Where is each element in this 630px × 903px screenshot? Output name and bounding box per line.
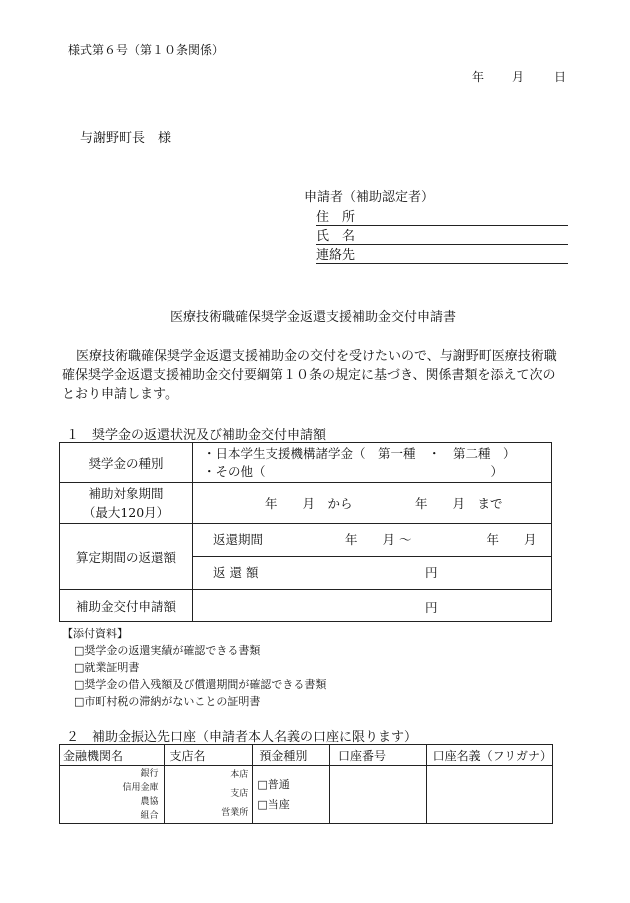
attachment-item-2[interactable]: □就業証明書 <box>74 661 140 674</box>
request-value-cell[interactable] <box>193 590 552 622</box>
type-label-cell <box>60 443 193 483</box>
period-label: 補助対象期間 <box>88 486 164 501</box>
body-line-1: 医療技術職確保奨学金返還支援補助金の交付を受けたいので、与謝野町医療技術職 <box>76 349 557 364</box>
deposit-current-checkbox[interactable]: □当座 <box>257 797 290 811</box>
body-line-3: とおり申請します。 <box>62 387 178 402</box>
type-option-jasso: ・日本学生支援機構諸学金（ 第一種 ・ 第二種 ） <box>203 445 516 461</box>
request-unit: 円 <box>425 600 438 615</box>
request-label: 補助金交付申請額 <box>75 598 176 614</box>
body-line-2: 確保奨学金返還支援補助金交付要綱第１０条の規定に基づき、関係書類を添えて次の <box>62 368 556 383</box>
repay-period-value: 年 月 ～ 年 月 <box>345 532 537 547</box>
deposit-type-cell <box>253 766 330 824</box>
contact-label: 連絡先 <box>316 248 356 263</box>
repay-label-cell <box>60 524 193 590</box>
applicant-heading: 申請者（補助認定者） <box>304 190 435 205</box>
repay-amount-label: 返 還 額 <box>213 565 259 580</box>
document-title: 医療技術職確保奨学金返還支援補助金交付申請書 <box>170 310 457 325</box>
bank-type-bank: 銀行 <box>140 768 159 779</box>
header-branch <box>165 745 253 766</box>
branch-type-office: 営業所 <box>221 808 249 818</box>
branch-type-branch: 支店 <box>230 789 249 799</box>
bank-type-nokyo: 農協 <box>140 796 159 807</box>
section2-heading: ２ 補助金振込先口座（申請者本人名義の口座に限ります） <box>66 730 418 745</box>
header-account-number-label: 口座番号 <box>337 748 386 763</box>
name-field[interactable] <box>316 225 568 245</box>
repay-label: 算定期間の返還額 <box>75 549 176 565</box>
date-month: 月 <box>512 70 525 84</box>
bank-type-shinkin: 信用金庫 <box>122 782 159 793</box>
type-option-other: ・その他（ ） <box>203 463 504 479</box>
type-options-cell[interactable] <box>193 443 552 483</box>
attachment-item-1[interactable]: □奨学金の返還実績が確認できる書類 <box>74 644 261 657</box>
repay-detail-cell <box>193 524 552 590</box>
address-field[interactable] <box>316 206 568 226</box>
branch-type-main: 本店 <box>230 770 249 780</box>
repay-amount-unit: 円 <box>425 565 438 580</box>
bank-name-cell[interactable] <box>60 766 165 824</box>
addressee: 与謝野町長 様 <box>80 131 172 146</box>
section1-heading: １ 奨学金の返還状況及び補助金交付申請額 <box>66 428 327 443</box>
header-account-holder <box>426 745 552 766</box>
attachment-item-3[interactable]: □奨学金の借入残額及び償還期間が確認できる書類 <box>74 678 327 691</box>
attachments-heading: 【添付資料】 <box>62 627 128 640</box>
header-account-number <box>329 745 426 766</box>
repay-period-row[interactable] <box>193 524 551 557</box>
address-label: 住 所 <box>316 210 356 225</box>
header-bank-label: 金融機関名 <box>63 748 124 763</box>
period-value-cell[interactable] <box>193 483 552 524</box>
header-bank <box>60 745 165 766</box>
header-branch-label: 支店名 <box>169 748 206 763</box>
date-day: 日 <box>554 70 567 84</box>
repay-amount-row[interactable] <box>193 557 551 589</box>
date-year: 年 <box>472 70 485 84</box>
period-label-cell <box>60 483 193 524</box>
type-label: 奨学金の種別 <box>88 455 164 471</box>
bank-table <box>59 744 553 824</box>
deposit-ordinary-checkbox[interactable]: □普通 <box>257 777 290 791</box>
header-account-holder-label: 口座名義（フリガナ） <box>432 748 552 763</box>
request-label-cell <box>60 590 193 622</box>
header-deposit-label: 預金種別 <box>259 748 308 763</box>
subsidy-table <box>59 442 552 622</box>
branch-name-cell[interactable] <box>165 766 253 824</box>
repay-period-label: 返還期間 <box>213 532 264 547</box>
name-label: 氏 名 <box>316 229 356 244</box>
account-holder-cell[interactable] <box>426 766 552 824</box>
period-value: 年 月 から 年 月 まで <box>265 496 503 511</box>
header-deposit <box>253 745 330 766</box>
account-number-cell[interactable] <box>329 766 426 824</box>
bank-type-kumiai: 組合 <box>140 810 159 821</box>
form-number: 様式第６号（第１０条関係） <box>68 43 225 57</box>
contact-field[interactable] <box>316 244 568 264</box>
period-max-label: （最大120月） <box>82 505 170 520</box>
attachment-item-4[interactable]: □市町村税の滞納がないことの証明書 <box>74 695 261 708</box>
